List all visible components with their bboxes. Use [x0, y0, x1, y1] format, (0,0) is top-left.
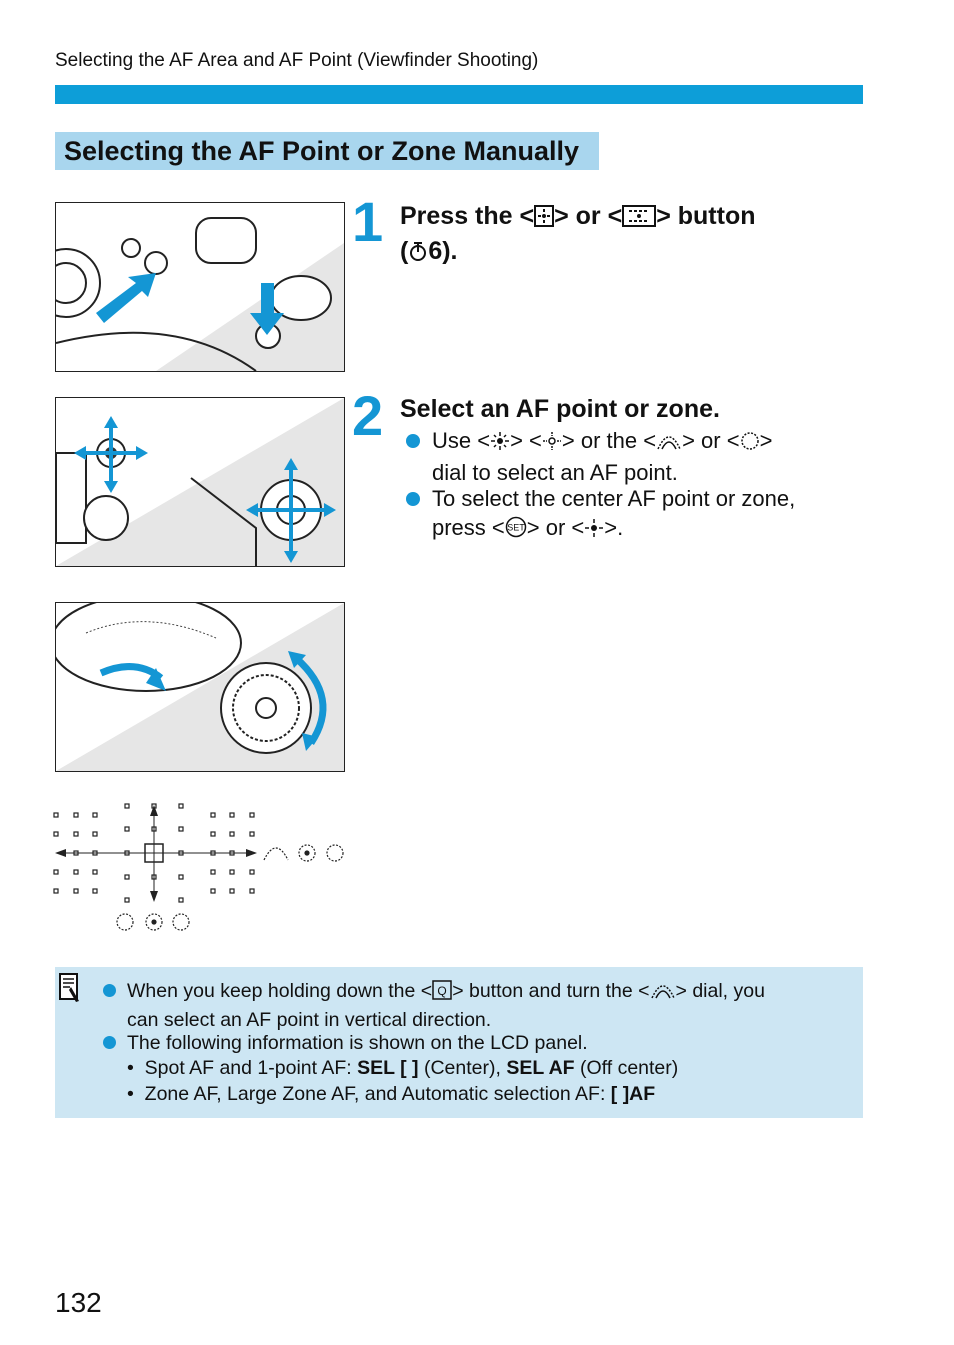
step-1-title: Press the < > or < > button ( 6).	[400, 200, 840, 270]
multi-controller-icon	[490, 429, 510, 458]
quick-control-dial-icon	[740, 429, 760, 458]
note-subitem-2: • Zone AF, Large Zone AF, and Automatic selection AF: [ ]AF	[127, 1083, 656, 1105]
set-button-icon	[505, 516, 527, 545]
dial-rotation-illustration	[55, 602, 345, 772]
main-dial-icon	[656, 429, 682, 458]
svg-text:Q: Q	[437, 984, 447, 998]
section-title: Selecting the AF Point or Zone Manually	[55, 132, 599, 170]
step-2-number: 2	[352, 384, 384, 447]
multi-controller-icon	[584, 516, 604, 545]
main-dial-icon	[650, 980, 676, 1007]
multi-controller-outline-icon	[542, 429, 562, 458]
header-bar	[55, 85, 863, 104]
af-point-grid-diagram	[50, 800, 360, 935]
step-1-number: 1	[352, 190, 384, 253]
step-2-bullet-1: Use < > < > or the < > or < > dial to select an AF point.	[406, 426, 856, 487]
af-area-select-icon	[622, 203, 656, 235]
note-item-1: When you keep holding down the < Q > button and turn the < > dial, you can select an AF point in vertical direction.	[103, 978, 843, 1033]
bullet-dot	[103, 984, 116, 997]
note-subitem-1: • Spot AF and 1-point AF: SEL [ ] (Center), SEL AF (Off center)	[127, 1057, 679, 1079]
page-number: 132	[55, 1287, 102, 1318]
q-button-icon	[432, 980, 452, 1007]
svg-text:SET: SET	[507, 522, 525, 533]
multi-controller-illustration	[55, 397, 345, 567]
page-ref-icon	[408, 238, 428, 270]
memo-icon	[59, 973, 81, 1008]
running-head: Selecting the AF Area and AF Point (Viewfinder Shooting)	[55, 50, 539, 71]
bullet-dot	[103, 1036, 116, 1049]
af-point-select-icon	[534, 203, 554, 235]
note-item-2: The following information is shown on the LCD panel.	[103, 1030, 843, 1056]
note-box	[55, 967, 863, 1118]
bullet-dot	[406, 492, 420, 506]
step-2-bullet-2: To select the center AF point or zone, press < SET > or < >.	[406, 484, 856, 545]
camera-af-button-illustration	[55, 202, 345, 372]
step-2-title: Select an AF point or zone.	[400, 395, 720, 423]
bullet-dot	[406, 434, 420, 448]
